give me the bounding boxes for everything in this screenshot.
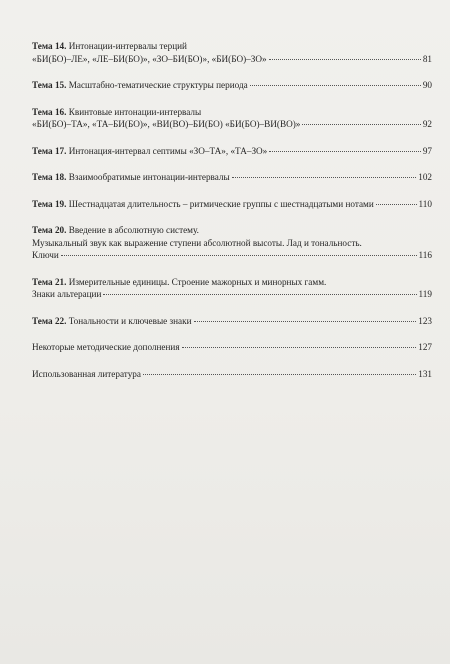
topic-title: Тональности и ключевые знаки: [68, 315, 192, 326]
toc-entry-topic-18: [32, 171, 432, 184]
dot-leader: [250, 84, 421, 86]
page-number: 81: [422, 53, 432, 64]
topic-title: Взаимообратимые интонации-интервалы: [68, 172, 230, 182]
page-number: 116: [418, 250, 432, 260]
page-number: 127: [418, 342, 432, 352]
toc-line: [32, 288, 432, 301]
topic-title: Введение в абсолютную систему.: [68, 225, 199, 235]
toc-entry-methodological-additions: [32, 341, 432, 354]
toc-line: [32, 53, 432, 66]
topic-number: Тема 14.: [32, 41, 67, 51]
topic-title-continued: «БИ(БО)–ЛЕ», «ЛЕ–БИ(БО)», «ЗО–БИ(БО)», «БИ(БО)–ЗО»: [32, 53, 267, 64]
page-number: 123: [418, 315, 432, 326]
topic-number: Тема 22.: [32, 315, 67, 326]
topic-number: Тема 16.: [32, 106, 67, 117]
page-number: 97: [422, 145, 432, 156]
page-number: 92: [422, 119, 432, 129]
topic-title-continued: Знаки альтерации: [32, 289, 102, 299]
topic-number: Тема 18.: [32, 172, 67, 182]
dot-leader: [143, 373, 416, 375]
dot-leader: [194, 320, 417, 322]
dot-leader: [232, 176, 417, 178]
toc-line: [32, 118, 432, 131]
toc-entry-topic-21: [32, 276, 432, 301]
topic-number: Тема 20.: [32, 225, 67, 235]
toc-line: [32, 237, 432, 250]
page-number: 131: [418, 368, 432, 379]
toc-entry-topic-14: [32, 40, 432, 65]
toc-line: [32, 368, 432, 381]
toc-line: [32, 40, 432, 53]
toc-line: [32, 79, 432, 92]
toc-entry-topic-17: [32, 145, 432, 158]
topic-title: Измерительные единицы. Строение мажорных и минорных гамм.: [68, 276, 327, 287]
dot-leader: [269, 58, 421, 60]
dot-leader: [269, 150, 421, 152]
page-number: 119: [418, 289, 432, 299]
topic-number: Тема 15.: [32, 80, 67, 90]
topic-title-continued: «БИ(БО)–ТА», «ТА–БИ(БО)», «ВИ(ВО)–БИ(БО) «БИ(БО)–ВИ(ВО)»: [32, 119, 301, 129]
topic-title: Масштабно-тематические структуры периода: [68, 80, 248, 90]
toc-entry-topic-15: [32, 79, 432, 92]
page-number: 102: [418, 172, 432, 182]
toc-line: [32, 198, 432, 211]
dot-leader: [182, 346, 417, 348]
toc-entry-bibliography: [32, 368, 432, 381]
dot-leader: [103, 293, 416, 295]
toc-line: [32, 249, 432, 262]
topic-title: Шестнадцатая длительность – ритмические группы с шестнадцатыми нотами: [68, 198, 374, 209]
topic-title: Интонации-интервалы терций: [68, 41, 187, 51]
topic-title-continued: Музыкальный звук как выражение ступени абсолютной высоты. Лад и тональность.: [32, 237, 362, 248]
table-of-contents: [32, 40, 432, 380]
toc-entry-topic-20: [32, 224, 432, 262]
topic-title-continued: Ключи: [32, 250, 59, 260]
topic-number: Тема 17.: [32, 145, 67, 156]
toc-line: [32, 315, 432, 328]
toc-line: [32, 224, 432, 237]
topic-title: Интонация-интервал септимы «ЗО–ТА», «ТА–ЗО»: [68, 145, 268, 156]
page-number: 110: [418, 198, 432, 209]
topic-number: Тема 21.: [32, 276, 67, 287]
topic-number: Тема 19.: [32, 198, 67, 209]
dot-leader: [61, 254, 417, 256]
dot-leader: [376, 203, 417, 205]
topic-title: Использованная литература: [32, 368, 141, 379]
toc-entry-topic-22: [32, 315, 432, 328]
topic-title: Квинтовые интонации-интервалы: [68, 106, 202, 117]
topic-title: Некоторые методические дополнения: [32, 342, 180, 352]
toc-line: [32, 171, 432, 184]
toc-line: [32, 276, 432, 289]
toc-line: [32, 341, 432, 354]
toc-line: [32, 106, 432, 119]
toc-entry-topic-16: [32, 106, 432, 131]
dot-leader: [302, 123, 420, 125]
toc-entry-topic-19: [32, 198, 432, 211]
toc-line: [32, 145, 432, 158]
page-number: 90: [422, 80, 432, 90]
